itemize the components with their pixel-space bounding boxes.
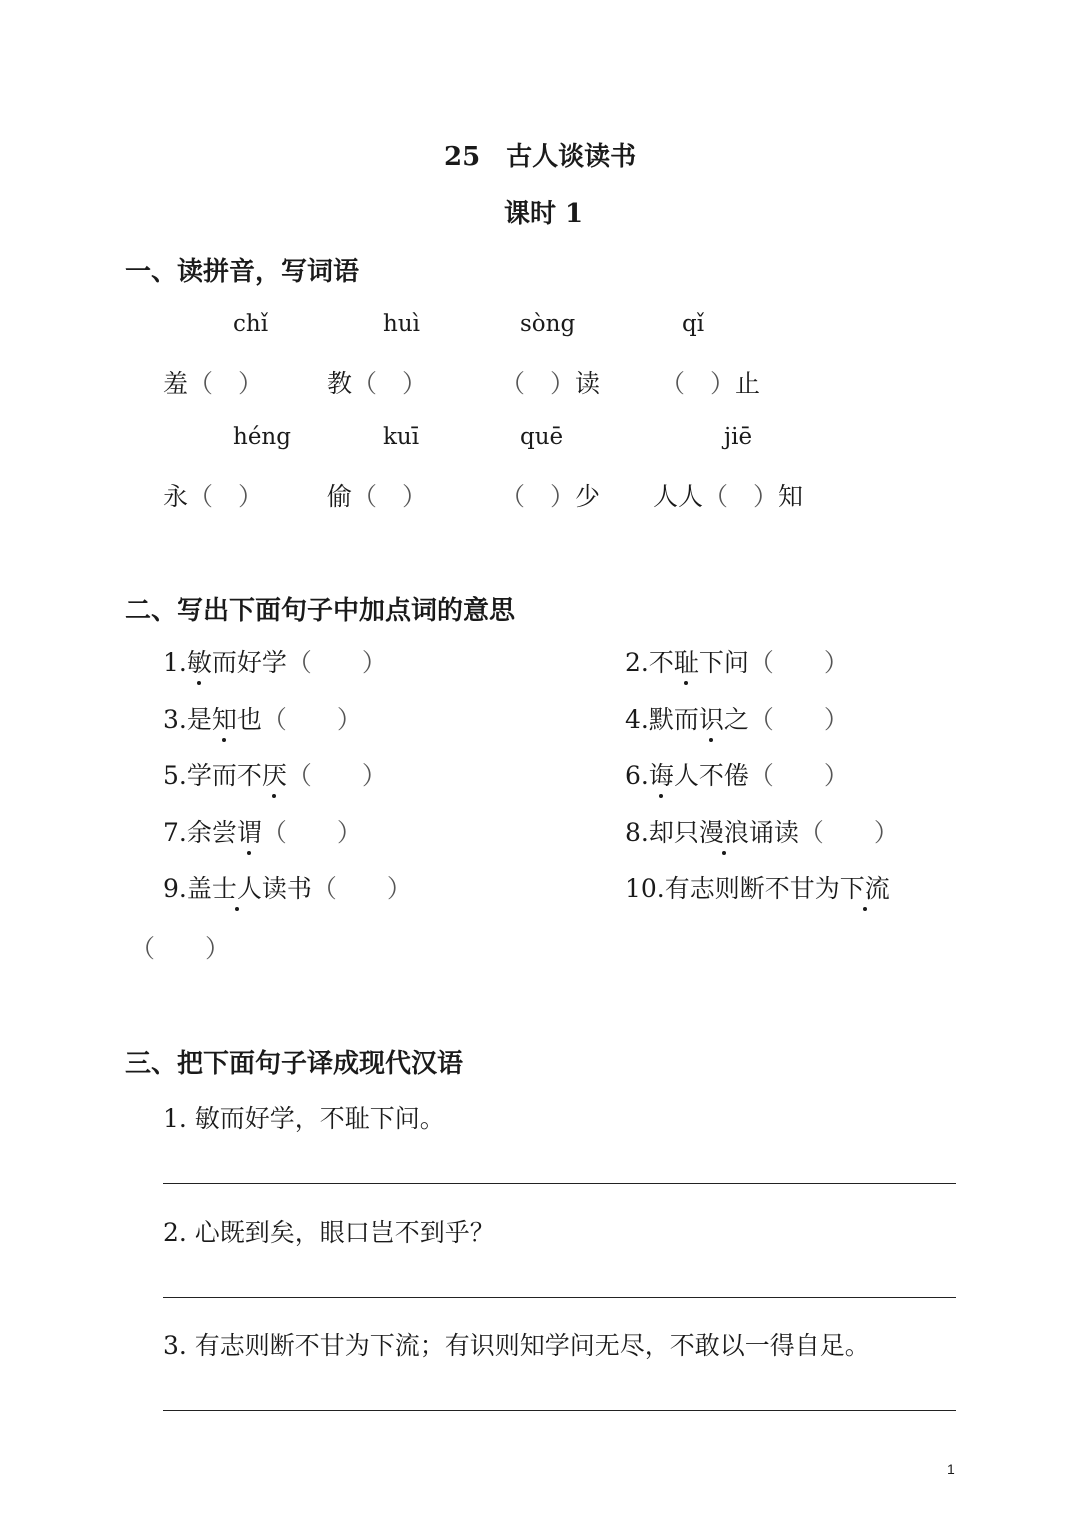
page-subtitle: 课时 1 — [504, 199, 584, 229]
fill-blank-item[interactable]: 教（ ） — [327, 369, 428, 398]
dotted-word: 识 — [699, 700, 724, 736]
word-prefix: 羞 — [163, 369, 189, 398]
fill-blank-item[interactable]: （ ）止 — [660, 369, 761, 398]
page-title: 25 古人谈读书 — [444, 142, 637, 172]
fill-blank-item[interactable]: （ ）读 — [500, 369, 601, 398]
pinyin-song: sòng — [520, 311, 576, 337]
word-prefix: 永 — [163, 482, 189, 511]
section2-heading: 二、写出下面句子中加点词的意思 — [125, 596, 516, 626]
question-item[interactable]: 8.却只漫浪诵读（ ） — [625, 813, 899, 849]
pinyin-hui: huì — [383, 311, 420, 337]
pinyin-chi: chǐ — [233, 311, 269, 337]
question-item: 10.有志则断不甘为下流 — [625, 869, 890, 905]
word-suffix: 读 — [575, 369, 601, 398]
question-item[interactable]: 3.是知也（ ） — [163, 700, 362, 736]
pinyin-heng: héng — [233, 424, 291, 450]
question-item[interactable]: 2.不耻下问（ ） — [625, 643, 849, 679]
question-item[interactable]: 1.敏而好学（ ） — [163, 643, 387, 679]
fill-blank-item[interactable]: 偷（ ） — [327, 482, 428, 511]
dotted-word: 下流 — [840, 869, 890, 905]
question-item[interactable]: 9.盖士人读书（ ） — [163, 869, 412, 905]
pinyin-que: quē — [520, 424, 564, 450]
answer-line[interactable] — [163, 1410, 956, 1411]
word-prefix: 教 — [327, 369, 353, 398]
word-suffix: 少 — [575, 482, 601, 511]
dotted-word: 诲 — [649, 756, 674, 792]
question-item[interactable]: 5.学而不厌（ ） — [163, 756, 387, 792]
translate-sentence-2: 2. 心既到矣，眼口岂不到乎？ — [163, 1218, 495, 1247]
fill-blank-item[interactable]: 永（ ） — [163, 482, 264, 511]
fill-blank-item[interactable]: 人人（ ）知 — [653, 482, 804, 511]
dotted-word: 敏 — [187, 643, 212, 679]
dotted-word: 知 — [212, 700, 237, 736]
fill-blank-item[interactable]: 羞（ ） — [163, 369, 264, 398]
page-number: 1 — [947, 1461, 955, 1477]
translate-sentence-1: 1. 敏而好学，不耻下问。 — [163, 1104, 445, 1133]
dotted-word: 谓 — [237, 813, 262, 849]
dotted-word: 耻 — [674, 643, 699, 679]
section1-heading: 一、读拼音，写词语 — [125, 257, 360, 287]
word-prefix: 偷 — [327, 482, 353, 511]
fill-blank-item[interactable]: （ ）少 — [500, 482, 601, 511]
dotted-word: 漫浪 — [699, 813, 749, 849]
answer-line[interactable] — [163, 1297, 956, 1298]
dotted-word: 厌 — [262, 756, 287, 792]
word-prefix: 人人 — [653, 482, 704, 511]
question-item[interactable]: 4.默而识之（ ） — [625, 700, 849, 736]
word-suffix: 知 — [778, 482, 804, 511]
question-item[interactable]: 7.余尝谓（ ） — [163, 813, 362, 849]
pinyin-qi: qǐ — [682, 311, 705, 337]
dotted-word: 士人 — [212, 869, 262, 905]
pinyin-jie: jiē — [724, 424, 753, 450]
answer-line[interactable] — [163, 1183, 956, 1184]
pinyin-kui: kuī — [383, 424, 420, 450]
translate-sentence-3: 3. 有志则断不甘为下流；有识则知学问无尽，不敢以一得自足。 — [163, 1331, 870, 1360]
question-item[interactable]: 6.诲人不倦（ ） — [625, 756, 849, 792]
section3-heading: 三、把下面句子译成现代汉语 — [125, 1049, 464, 1079]
word-suffix: 止 — [735, 369, 761, 398]
answer-blank[interactable]: （ ） — [130, 934, 231, 963]
